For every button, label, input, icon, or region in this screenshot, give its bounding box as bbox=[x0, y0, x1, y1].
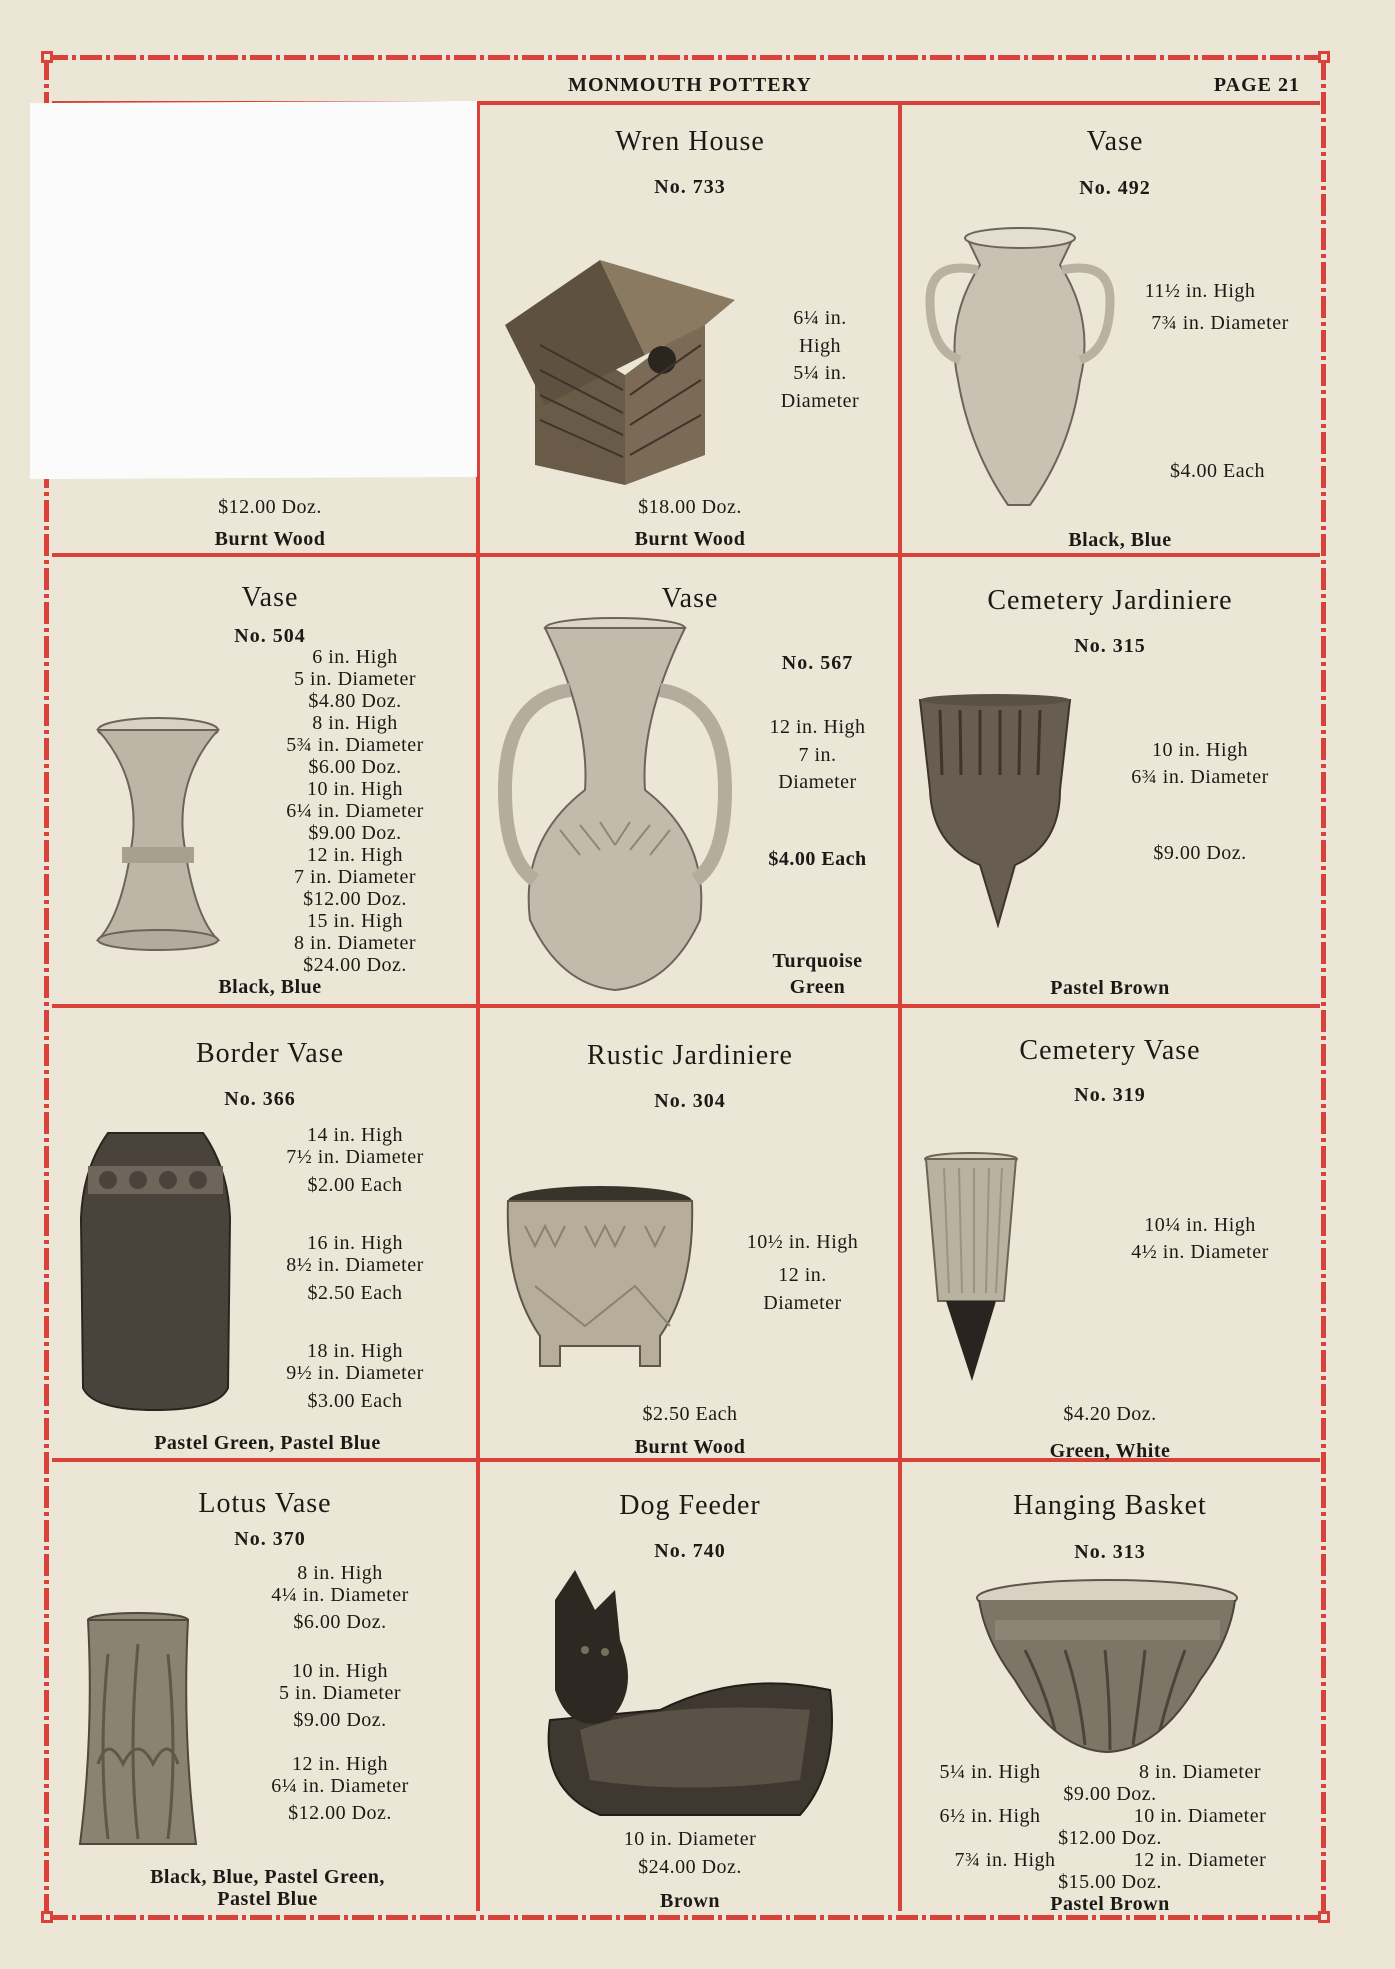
cemetery-vase-image bbox=[924, 1153, 1019, 1383]
spec-line: 8 in. Diameter bbox=[294, 932, 416, 954]
vase-image bbox=[500, 620, 730, 995]
height-spec: High bbox=[799, 335, 841, 357]
spec-line: $9.00 Doz. bbox=[308, 822, 402, 844]
diameter-spec: 7 in. bbox=[798, 744, 837, 766]
product-title: Border Vase bbox=[195, 1038, 345, 1069]
color-options: Burnt Wood bbox=[634, 1436, 746, 1458]
diameter-spec: 6¾ in. Diameter bbox=[1131, 766, 1269, 788]
price: $4.00 Each bbox=[768, 848, 867, 870]
spec-line: 6¼ in. Diameter bbox=[271, 1775, 409, 1797]
spec-line: 7½ in. Diameter bbox=[286, 1146, 424, 1168]
price: $12.00 Doz. bbox=[1058, 1827, 1162, 1849]
wren-house-image bbox=[505, 255, 745, 490]
color-options: Green, White bbox=[1049, 1440, 1171, 1462]
spec-line: $12.00 Doz. bbox=[288, 1802, 392, 1824]
spec-line: $6.00 Doz. bbox=[308, 756, 402, 778]
corner-ornament bbox=[41, 51, 53, 63]
product-number: No. 304 bbox=[654, 1090, 726, 1112]
outer-border-right bbox=[1321, 58, 1326, 1918]
cemetery-jardiniere-image bbox=[920, 695, 1070, 925]
spec-line: 18 in. High bbox=[306, 1340, 404, 1362]
diameter-spec: Diameter bbox=[763, 1292, 842, 1314]
diameter-spec: 10 in. Diameter bbox=[1133, 1805, 1267, 1827]
height-spec: 10½ in. High bbox=[746, 1231, 859, 1253]
row-divider bbox=[52, 553, 1320, 557]
spec-line: 5 in. Diameter bbox=[279, 1682, 401, 1704]
product-title: Vase bbox=[661, 583, 719, 614]
color-options: Pastel Blue bbox=[217, 1888, 318, 1910]
vase-image bbox=[920, 220, 1120, 510]
product-number: No. 370 bbox=[234, 1528, 306, 1550]
corner-ornament bbox=[1318, 51, 1330, 63]
diameter-spec: Diameter bbox=[780, 390, 860, 412]
border-vase-image bbox=[78, 1128, 233, 1413]
spec-line: 12 in. High bbox=[306, 844, 404, 866]
product-title: Rustic Jardiniere bbox=[587, 1040, 793, 1071]
diameter-spec: 5¼ in. bbox=[793, 362, 847, 384]
price: $18.00 Doz. bbox=[638, 496, 742, 518]
catalog-title: MONMOUTH POTTERY bbox=[568, 74, 812, 96]
spec-line: 8 in. High bbox=[312, 712, 398, 734]
height-spec: 11½ in. High bbox=[1144, 280, 1256, 302]
color-options: Burnt Wood bbox=[634, 528, 746, 550]
lotus-vase-image bbox=[78, 1614, 198, 1854]
corner-ornament bbox=[1318, 1911, 1330, 1923]
price: $4.00 Each bbox=[1170, 460, 1265, 482]
color-options: Green bbox=[789, 976, 846, 998]
spec-line: 6 in. High bbox=[312, 646, 398, 668]
product-number: No. 492 bbox=[1079, 177, 1151, 199]
height-spec: 7¾ in. High bbox=[954, 1849, 1056, 1871]
spec-line: $4.80 Doz. bbox=[308, 690, 402, 712]
spec-line: 8½ in. Diameter bbox=[286, 1254, 424, 1276]
spec-line: 15 in. High bbox=[306, 910, 404, 932]
diameter-spec: 10 in. Diameter bbox=[623, 1828, 757, 1850]
spec-line: $3.00 Each bbox=[307, 1390, 403, 1412]
price: $15.00 Doz. bbox=[1058, 1871, 1162, 1893]
price: $9.00 Doz. bbox=[1063, 1783, 1157, 1805]
spec-line: 9½ in. Diameter bbox=[286, 1362, 424, 1384]
spec-line: 12 in. High bbox=[291, 1753, 389, 1775]
spec-line: $24.00 Doz. bbox=[303, 954, 407, 976]
vase-image bbox=[78, 715, 238, 955]
hanging-basket-image bbox=[975, 1580, 1240, 1755]
product-title: Vase bbox=[241, 582, 299, 613]
price: $24.00 Doz. bbox=[638, 1856, 742, 1878]
price: $2.50 Each bbox=[642, 1403, 738, 1425]
spec-line: 8 in. High bbox=[297, 1562, 383, 1584]
spec-line: 4¼ in. Diameter bbox=[271, 1584, 409, 1606]
product-title: Cemetery Jardiniere bbox=[987, 585, 1233, 616]
spec-line: 10 in. High bbox=[306, 778, 404, 800]
color-options: Black, Blue, Pastel Green, bbox=[150, 1866, 385, 1888]
product-title: Wren House bbox=[615, 126, 765, 157]
paper-patch bbox=[30, 101, 477, 479]
color-options: Pastel Green, Pastel Blue bbox=[154, 1432, 381, 1454]
spec-line: 7 in. Diameter bbox=[294, 866, 416, 888]
spec-line: $9.00 Doz. bbox=[293, 1709, 387, 1731]
price: $9.00 Doz. bbox=[1153, 842, 1247, 864]
row-divider bbox=[52, 1004, 1320, 1008]
color-options: Turquoise bbox=[772, 950, 863, 972]
height-spec: 6¼ in. bbox=[793, 307, 847, 329]
height-spec: 10 in. High bbox=[1151, 739, 1249, 761]
product-title: Cemetery Vase bbox=[1019, 1035, 1201, 1066]
product-number: No. 313 bbox=[1074, 1541, 1146, 1563]
spec-line: 5¾ in. Diameter bbox=[286, 734, 424, 756]
spec-line: $2.50 Each bbox=[307, 1282, 403, 1304]
product-number: No. 733 bbox=[654, 176, 726, 198]
page-number: PAGE 21 bbox=[1213, 74, 1300, 96]
diameter-spec: 4½ in. Diameter bbox=[1131, 1241, 1269, 1263]
product-number: No. 315 bbox=[1074, 635, 1146, 657]
product-number: No. 366 bbox=[224, 1088, 296, 1110]
product-title: Hanging Basket bbox=[1013, 1490, 1207, 1521]
product-number: No. 504 bbox=[234, 625, 306, 647]
color-options: Brown bbox=[660, 1890, 720, 1912]
price: $4.20 Doz. bbox=[1063, 1403, 1157, 1425]
rustic-jardiniere-image bbox=[505, 1186, 695, 1371]
diameter-spec: 8 in. Diameter bbox=[1139, 1761, 1261, 1783]
price: $12.00 Doz. bbox=[218, 496, 322, 518]
color-options: Pastel Brown bbox=[1050, 1893, 1170, 1915]
color-options: Burnt Wood bbox=[214, 528, 326, 550]
product-number: No. 740 bbox=[654, 1540, 726, 1562]
diameter-spec: 7¾ in. Diameter bbox=[1151, 312, 1289, 334]
color-options: Black, Blue bbox=[1068, 529, 1172, 551]
product-title: Vase bbox=[1086, 126, 1144, 157]
color-options: Pastel Brown bbox=[1050, 977, 1170, 999]
spec-line: $6.00 Doz. bbox=[293, 1611, 387, 1633]
outer-border-top bbox=[46, 55, 1326, 60]
diameter-spec: 12 in. bbox=[778, 1264, 827, 1286]
product-title: Lotus Vase bbox=[198, 1488, 332, 1519]
diameter-spec: 12 in. Diameter bbox=[1133, 1849, 1267, 1871]
product-title: Dog Feeder bbox=[619, 1490, 761, 1521]
height-spec: 12 in. High bbox=[769, 716, 866, 738]
product-number: No. 319 bbox=[1074, 1084, 1146, 1106]
spec-line: $2.00 Each bbox=[307, 1174, 403, 1196]
corner-ornament bbox=[41, 1911, 53, 1923]
height-spec: 5¼ in. High bbox=[939, 1761, 1041, 1783]
spec-line: 16 in. High bbox=[306, 1232, 404, 1254]
diameter-spec: Diameter bbox=[778, 771, 857, 793]
spec-line: 6¼ in. Diameter bbox=[286, 800, 424, 822]
height-spec: 10¼ in. High bbox=[1144, 1214, 1256, 1236]
spec-line: 5 in. Diameter bbox=[294, 668, 416, 690]
spec-line: 10 in. High bbox=[291, 1660, 389, 1682]
height-spec: 6½ in. High bbox=[939, 1805, 1041, 1827]
product-number: No. 567 bbox=[781, 652, 854, 674]
spec-line: $12.00 Doz. bbox=[303, 888, 407, 910]
dog-feeder-image bbox=[540, 1570, 840, 1830]
spec-line: 14 in. High bbox=[306, 1124, 404, 1146]
color-options: Black, Blue bbox=[218, 976, 322, 998]
